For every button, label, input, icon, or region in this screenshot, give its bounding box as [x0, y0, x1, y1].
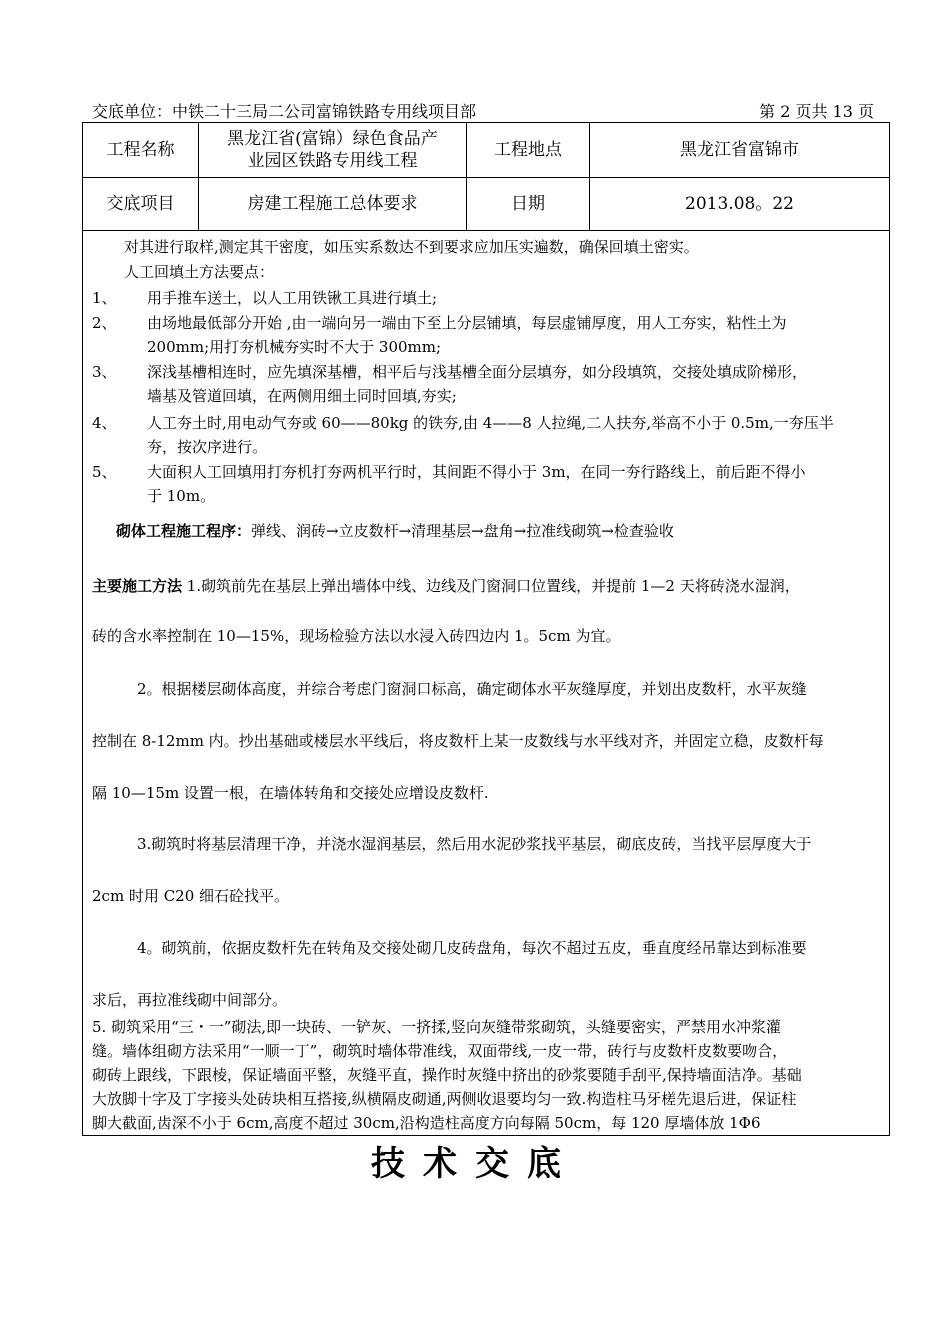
date-value: 2013.08。22 [590, 178, 890, 231]
project-name-label: 工程名称 [83, 123, 199, 178]
issuing-unit: 交底单位：中铁二十三局二公司富锦铁路专用线项目部 [92, 102, 477, 121]
method-5-line2: 缝。墙体组砌方法采用“一顺一丁”，砌筑时墙体带准线，双面带线,一皮一带，砖行与皮数杆皮数要吻合， [92, 1042, 788, 1060]
method-2-line3: 隔 10—15m 设置一根，在墙体转角和交接处应增设皮数杆. [92, 784, 489, 802]
method-5-line3: 砌砖上跟线，下跟棱，保证墙面平整，灰缝平直，操作时灰缝中挤出的砂浆要随手刮平,保持墙面洁净。基础 [92, 1066, 802, 1084]
method-4-line2: 求后，再拉准线砌中间部分。 [92, 991, 288, 1009]
masonry-procedure-text: 弹线、润砖→立皮数杆→清理基层→盘角→拉准线砌筑→检查验收 [251, 522, 674, 540]
page-number: 第 2 页共 13 页 [759, 102, 874, 121]
masonry-procedure-label: 砌体工程施工程序： [116, 522, 252, 540]
method-5-line5: 脚大截面,齿深不小于 6cm,高度不超过 30cm,沿构造柱高度方向每隔 50cm，每 120 厚墙体放 1Φ6 [92, 1114, 761, 1132]
method-4-line1: 4。砌筑前，依据皮数杆先在转角及交接处砌几皮砖盘角，每次不超过五皮，垂直度经吊靠达到标准要 [137, 939, 807, 957]
document-title: 技术交底 [371, 1144, 579, 1184]
info-table [83, 123, 889, 231]
document-header [92, 99, 874, 121]
manual-backfill-title: 人工回填土方法要点： [124, 263, 275, 281]
project-name-line1: 黑龙江省(富锦）绿色食品产 [227, 129, 438, 149]
method-2-line2: 控制在 8-12mm 内。抄出基础或楼层水平线后，将皮数杆上某一皮数线与水平线对齐，并固定立稳，皮数杆每 [92, 732, 824, 750]
method-2-line1: 2。根据楼层砌体高度，并综合考虑门窗洞口标高，确定砌体水平灰缝厚度，并划出皮数杆，水平灰缝 [137, 680, 807, 698]
method-5-line1: 5. 砌筑采用“三・一”砌法,即一块砖、一铲灰、一挤揉,竖向灰缝带浆砌筑，头缝要密实，严禁用水冲浆灌 [92, 1018, 781, 1036]
method-1-line2: 砖的含水率控制在 10—15%，现场检验方法以水浸入砖四边内 1。5cm 为宜。 [92, 627, 621, 645]
item-value: 房建工程施工总体要求 [199, 178, 467, 231]
location-value: 黑龙江省富锦市 [590, 123, 890, 178]
method-5-line4: 大放脚十字及丁字接头处砖块相互搭接,纵横隔皮砌通,两侧收退要均匀一致.构造柱马牙槎先退后进，保证柱 [92, 1090, 797, 1108]
method-3-line2: 2cm 时用 C20 细石砼找平。 [92, 887, 290, 905]
sampling-paragraph: 对其进行取样,测定其干密度，如压实系数达不到要求应加压实遍数，确保回填土密实。 [124, 238, 699, 256]
masonry-procedure [116, 521, 674, 541]
location-label: 工程地点 [467, 123, 590, 178]
date-label: 日期 [467, 178, 590, 231]
main-method-label: 主要施工方法 [92, 577, 183, 595]
method-3-line1: 3.砌筑时将基层清理干净，并浇水湿润基层，然后用水泥砂浆找平基层，砌底皮砖，当找平层厚度大于 [137, 835, 812, 853]
project-name-line2: 业园区铁路专用线工程 [247, 151, 418, 171]
disclosure-frame: 工程名称 黑龙江省(富锦）绿色食品产 业园区铁路专用线工程 工程地点 黑龙江省富锦市 交底项目 房建工程施工总体要求 日期 2013.08。22 对其进行取样,测定其干密度，如压实系数达不到要求应加压实遍数，确保回填土密实。 人工回填土方法要点： 1、 用手推车送土，以人工用铁锹工具进行填土; 2、 由场地最低部分开始 ,由一端向另一端由下至上分层铺填，每层虚铺厚度，用人工夯实，粘性土为 200mm;用打夯机械夯实时不大于 300mm; 3、 深浅基槽相连时，应先填深基槽，相平后与浅基槽全面分层填夯，如分段填筑，交接处填成阶梯形， 墙基及管道回填，在两侧用细土同时回填,夯实; 4、 人工夯土时,用电动气夯或 60——80kg 的铁夯,由 4——8 人拉绳,二人扶夯,举高不小于 0.5m,一夯压半 夯，按次序进行。 5、 大面积人工回填用打夯机打夯两机平行时，其间距不得小于 3m，在同一夯行路线上，前后距不得小 于 10m。 砌体工程施工程序：弹线、润砖→立皮数杆→清理基层→盘角→拉准线砌筑→检查验收 主要施工方法 1.砌筑前先在基层上弹出墙体中线、边线及门窗洞口位置线，并提前 1—2 天将砖浇水湿润， 砖的含水率控制在 10—15%，现场检验方法以水浸入砖四边内 1。5cm 为宜。 2。根据楼层砌体高度，并综合考虑门窗洞口标高，确定砌体水平灰缝厚度，并划出皮数杆，水平灰缝 控制在 8-12mm 内。抄出基础或楼层水平线后，将皮数杆上某一皮数线与水平线对齐，并固定立稳，皮数杆每 隔 10—15m 设置一根，在墙体转角和交接处应增设皮数杆. 3.砌筑时将基层清理干净，并浇水湿润基层，然后用水泥砂浆找平基层，砌底皮砖，当找平层厚度大于 2cm 时用 C20 细石砼找平。 4。砌筑前，依据皮数杆先在转角及交接处砌几皮砖盘角，每次不超过五皮，垂直度经吊靠达到标准要 求后，再拉准线砌中间部分。 5. 砌筑采用“三・一”砌法,即一块砖、一铲灰、一挤揉,竖向灰缝带浆砌筑，头缝要密实，严禁用水冲浆灌 缝。墙体组砌方法采用“一顺一丁”，砌筑时墙体带准线，双面带线,一皮一带，砖行与皮数杆皮数要吻合， 砌砖上跟线，下跟棱，保证墙面平整，灰缝平直，操作时灰缝中挤出的砂浆要随手刮平,保持墙面洁净。基础 大放脚十字及丁字接头处砖块相互搭接,纵横隔皮砌通,两侧收退要均匀一致.构造柱马牙槎先退后进，保证柱 脚大截面,齿深不小于 6cm,高度不超过 30cm,沿构造柱高度方向每隔 50cm，每 120 厚墙体放 1Φ6 [82, 122, 890, 1136]
project-name-value [199, 123, 467, 178]
method-1-line1: 主要施工方法 1.砌筑前先在基层上弹出墙体中线、边线及门窗洞口位置线，并提前 1—2 天将砖浇水湿润， [92, 577, 800, 595]
item-label: 交底项目 [83, 178, 199, 231]
